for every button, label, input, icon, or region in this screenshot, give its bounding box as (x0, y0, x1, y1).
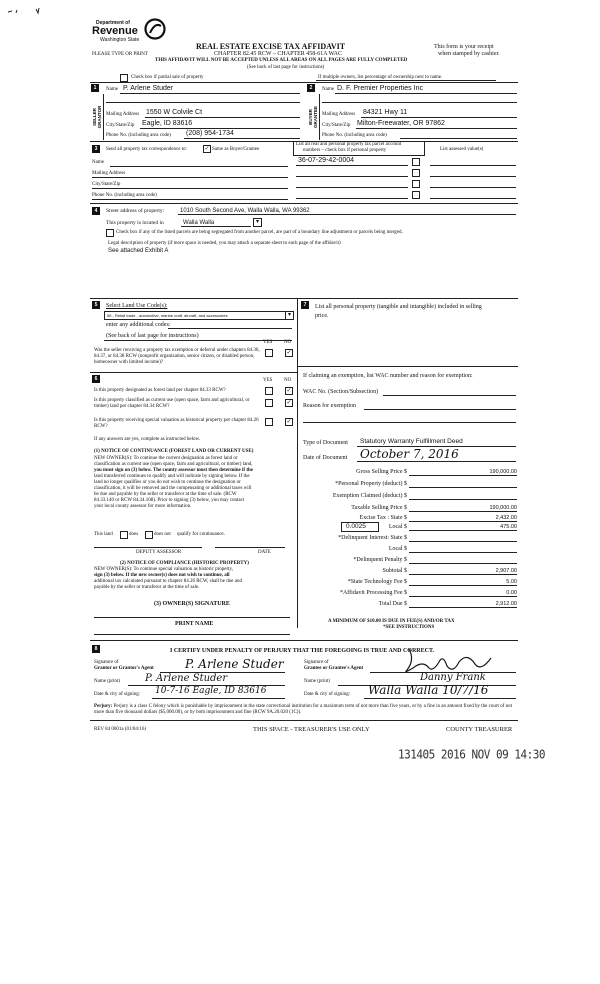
parcel-2-checkbox[interactable] (412, 169, 420, 177)
taxable-label: Taxable Selling Price $ (351, 505, 407, 511)
date-doc-value[interactable]: October 7, 2016 (360, 447, 459, 461)
sec3-name-label: Name (92, 160, 104, 165)
sec3-phone-label: Phone No. (including area code) (92, 193, 157, 198)
legal-value[interactable]: See attached Exhibit A (108, 248, 169, 254)
owner-signature-label: (3) OWNER(S) SIGNATURE (154, 601, 230, 607)
seller-name-value[interactable]: P. Arlene Studer (123, 85, 174, 92)
additional-codes-label: enter any additional codes: (106, 322, 171, 328)
type-doc-label: Type of Document (303, 440, 348, 446)
print-name-label: PRINT NAME (175, 621, 214, 627)
sec6-q3-yes[interactable] (265, 418, 273, 426)
chevron-down-icon: ▾ (285, 312, 293, 319)
sec5-question: Was the seller receiving a property tax exemption or deferral under chapters 84.36, 84.37, or 84.38 RCW (nonprofit organization, senior citizen, or disabled person, homeowner with limited income)? (94, 348, 260, 365)
buyer-mailing-label: Mailing Address (322, 112, 356, 117)
receipt-line1: This form is your receipt (434, 44, 494, 50)
segregated-label: Check box if any of the listed parcels are being segregated from another parcel, are part of a boundary line adjustment or parcels being merged. (116, 230, 403, 235)
form-see-back: (See back of last page for instructions) (247, 65, 325, 70)
receipt-line2: when stamped by cashier. (438, 51, 500, 57)
tech-fee-value[interactable]: 5.00 (506, 579, 517, 585)
located-label: This property is located in (106, 220, 164, 226)
delinquent-penalty-label: *Delinquent Penalty $ (353, 557, 407, 563)
grantor-sig-label-a: Signature of (94, 660, 119, 665)
taxable-value[interactable]: 190,000.00 (489, 505, 517, 511)
delinquent-interest-label: *Delinquent Interest: State $ (338, 535, 407, 541)
buyer-vertical-label: BUYER GRANTEE (307, 94, 320, 140)
sec5-yes-checkbox[interactable] (265, 349, 273, 357)
buyer-city-value[interactable]: Milton-Freewater, OR 97862 (357, 120, 445, 127)
local-value[interactable]: 475.00 (500, 524, 517, 530)
gross-label: Gross Selling Price $ (356, 469, 407, 475)
sec3-mailing-label: Mailing Address (92, 171, 126, 176)
logo-revenue: Revenue (92, 25, 138, 37)
subtotal-label: Subtotal $ (382, 568, 407, 574)
certify-statement: I CERTIFY UNDER PENALTY OF PERJURY THAT THE FOREGOING IS TRUE AND CORRECT. (170, 648, 435, 654)
wac-label: WAC No. (Section/Subsection) (303, 389, 379, 395)
seller-city-value[interactable]: Eagle, ID 83616 (142, 120, 193, 127)
notice2-title: (2) NOTICE OF COMPLIANCE (HISTORIC PROPERTY) (120, 561, 249, 566)
section-7-badge: 7 (301, 301, 309, 309)
section-1-badge: 1 (91, 84, 99, 92)
grantor-name-label: Name (print) (94, 679, 120, 684)
grantor-date-label: Date & city of signing: (94, 692, 141, 697)
see-instructions: *SEE INSTRUCTIONS (383, 625, 435, 630)
seller-mailing-label: Mailing Address (106, 112, 140, 117)
sec6-q3: Is this property receiving special valuation as historical property per chapter 84.26 RCW? (94, 418, 259, 429)
parcel-header-1: List all real and personal property tax parcel account (296, 142, 402, 147)
affidavit-fee-value[interactable]: 0.00 (506, 590, 517, 596)
same-as-buyer-label: Same as Buyer/Grantee (212, 147, 260, 152)
street-label: Street address of property: (106, 208, 165, 214)
located-dropdown[interactable] (253, 218, 262, 227)
legal-label: Legal description of property (if more space is needed, you may attach a separate sheet to each page of the affidavit) (108, 241, 341, 246)
buyer-phone-label: Phone No. (including area code) (322, 133, 387, 138)
sec6-q2: Is this property classified as current use (open space, farm and agricultural, or timber) land per chapter 84.34 RCW? (94, 398, 250, 409)
grantor-signature[interactable]: P. Arlene Studer (185, 657, 284, 671)
sec7-label-2: price. (315, 313, 329, 319)
treasurer-stamp: 131405 2016 NOV 09 14:30 (398, 747, 545, 762)
parcel-3-checkbox[interactable] (412, 180, 420, 188)
grantee-sig-label-a: Signature of (304, 660, 329, 665)
sec3-label: Send all property tax correspondence to: (106, 147, 187, 152)
sec7-label-1: List all personal property (tangible and intangible) included in selling (315, 304, 482, 310)
form-warning: THIS AFFIDAVIT WILL NOT BE ACCEPTED UNLESS ALL AREAS ON ALL PAGES ARE FULLY COMPLETED (155, 58, 408, 63)
sec5-see-back: (See back of last page for instructions) (106, 333, 199, 339)
qualify-label: qualify for continuance. (177, 532, 225, 537)
does-not-label: does not (154, 532, 171, 537)
grantee-date-city[interactable]: Walla Walla 10/7/16 (368, 683, 489, 697)
located-value[interactable]: Walla Walla (183, 220, 215, 226)
does-label: does (129, 532, 139, 537)
chevron-down-icon: ▾ (255, 219, 259, 225)
sec6-q2-no[interactable]: ✓ (286, 399, 292, 406)
assessed-header: List assessed value(s) (440, 147, 484, 152)
buyer-name-label: Name (322, 87, 334, 92)
please-type: PLEASE TYPE OR PRINT (92, 52, 148, 57)
grantee-date-label: Date & city of signing: (304, 692, 351, 697)
notice1-title: (1) NOTICE OF CONTINUANCE (FOREST LAND OR CURRENT USE) (94, 449, 254, 454)
form-title: REAL ESTATE EXCISE TAX AFFIDAVIT (196, 42, 346, 51)
personal-label: *Personal Property (deduct) $ (335, 481, 407, 487)
rev-number: REV 84 0001a (01/04/16) (94, 727, 146, 732)
multiple-owners-note: If multiple owners, list percentage of ownership next to name. (318, 75, 443, 80)
partial-sale-checkbox[interactable] (120, 74, 128, 82)
sec6-q1: Is this property designated as forest land per chapter 84.33 RCW? (94, 388, 226, 393)
land-use-select[interactable]: 56 - Retail trade - automotive, marine craft, aircraft, and accessories ▾ (104, 311, 294, 320)
total-due-label: Total Due $ (378, 601, 407, 607)
county-treasurer: COUNTY TREASURER (446, 726, 513, 733)
date-doc-label: Date of Document (303, 455, 348, 461)
type-doc-value[interactable]: Statutory Warranty Fulfillment Deed (360, 438, 463, 445)
buyer-name-value[interactable]: D. F. Premier Properties Inc (337, 85, 423, 92)
section-5-badge: 5 (92, 301, 100, 309)
sec6-q1-yes[interactable] (265, 387, 273, 395)
buyer-city-label: City/State/Zip (322, 123, 351, 128)
parcel-1-value[interactable]: 36-07-29-42-0004 (298, 157, 355, 164)
sec3-city-label: City/State/Zip (92, 182, 121, 187)
subtotal-value[interactable]: 2,907.00 (495, 568, 517, 574)
parcel-4-checkbox[interactable] (412, 191, 420, 199)
notice2-body: NEW OWNER(S): To continue special valuation as historic property, sign (3) below. If the new owner(s) does not wish to continue, all additional tax calculated pursuant to chapter 84.26 RCW, shall be due and payable by the seller or transferor at the time of sale. (94, 567, 242, 590)
grantor-sig-label-b: Grantor or Grantor's Agent (94, 666, 154, 671)
local-label: Local $ (388, 524, 407, 530)
affidavit-fee-label: *Affidavit Processing Fee $ (339, 590, 407, 596)
logo-state: Washington State (100, 37, 140, 43)
section-8-badge: 8 (92, 645, 100, 653)
seller-city-label: City/State/Zip (106, 123, 135, 128)
deputy-assessor-label: DEPUTY ASSESSOR (136, 550, 182, 555)
seller-name-label: Name (106, 87, 118, 92)
sec5-yes: YES (263, 340, 273, 345)
section-6-badge: 6 (92, 375, 100, 383)
grantee-name-print[interactable]: Danny Frank (420, 672, 486, 683)
does-checkbox[interactable] (120, 531, 128, 539)
exemption-intro: If claiming an exemption, list WAC number and reason for exemption: (303, 373, 473, 379)
excise-state-label: Excise Tax : State $ (359, 515, 407, 521)
excise-state-value[interactable]: 2,432.00 (495, 515, 517, 521)
grantee-name-label: Name (print) (304, 679, 330, 684)
logo-dept: Department of (96, 20, 130, 26)
delinquent-local-label: Local $ (388, 546, 407, 552)
grantee-sig-label-c: Grantee or Grantee's Agent (304, 666, 364, 671)
grantor-name-print[interactable]: P. Arlene Studer (145, 673, 228, 684)
notice1-body: NEW OWNER(S): To continue the current designation as forest land or classification as current use (open space, farm and agricultural, or timber) land, you must sign on (3) below. The county assessor must then determine if the land transferred continues to qualify and will indicate by signing below. If the land no longer qualifies or you do not wish to continue the designation or classification, it will be removed and the compensating or additional taxes will be due and payable by the seller or transferor at the time of sale. (RCW 84.33.140 or RCW 84.34.108). Prior to signing (3) below, you may contact your local county assessor for more information. (94, 456, 253, 509)
seller-mailing-value[interactable]: 1550 W Colvile Ct (146, 109, 203, 116)
reason-label: Reason for exemption (303, 403, 356, 409)
land-use-title: Select Land Use Code(s): (106, 303, 168, 309)
partial-sale-label: Check box if partial sale of property (131, 75, 204, 80)
seller-phone-label: Phone No. (including area code) (106, 133, 171, 138)
same-as-buyer-checkbox[interactable]: ✓ (204, 145, 210, 152)
sec6-q3-no[interactable]: ✓ (286, 418, 292, 425)
perjury-notice: Perjury: Perjury is a class C felony which is punishable by imprisonment in the state correctional institution for a maximum term of not more than five years, or by a fine in an amount fixed by the court of not more than five thousand dollars ($5,000.00), or by both imprisonment and fine (RCW 9A.20.020 (1C)). (94, 704, 512, 715)
gross-value[interactable]: 190,000.00 (489, 469, 517, 475)
section-3-badge: 3 (92, 145, 100, 153)
segregated-checkbox[interactable] (106, 229, 114, 237)
does-not-checkbox[interactable] (145, 531, 153, 539)
sec6-yes: YES (263, 378, 273, 383)
exemption-claimed-label: Exemption Claimed (deduct) $ (332, 493, 407, 499)
buyer-mailing-value[interactable]: 84321 Hwy 11 (363, 109, 408, 116)
sec5-no-checkbox[interactable]: ✓ (286, 349, 292, 356)
form-chapter: CHAPTER 82.45 RCW – CHAPTER 458-61A WAC (214, 51, 342, 57)
parcel-1-checkbox[interactable] (412, 158, 420, 166)
section-4-badge: 4 (92, 207, 100, 215)
tech-fee-label: *State Technology Fee $ (347, 579, 407, 585)
sec6-q2-yes[interactable] (265, 399, 273, 407)
scan-mark (6, 2, 24, 5)
revenue-logo-icon (144, 18, 166, 40)
seller-phone-value[interactable]: (208) 954-1734 (186, 130, 234, 137)
sec6-note: If any answers are yes, complete as instructed below. (94, 437, 201, 442)
parcel-header-2: numbers – check box if personal property (303, 148, 387, 153)
local-rate-box[interactable]: 0.0025 (341, 522, 379, 532)
total-due-value[interactable]: 2,912.00 (495, 601, 517, 607)
treasurer-space: THIS SPACE - TREASURER'S USE ONLY (253, 726, 370, 733)
sec6-no: NO (284, 378, 292, 383)
sec6-q1-no[interactable]: ✓ (286, 387, 292, 394)
dor-logo (92, 18, 172, 48)
street-value[interactable]: 1010 South Second Ave, Walla Walla, WA 99362 (180, 208, 310, 214)
sec5-no: NO (284, 340, 292, 345)
minimum-note: A MINIMUM OF $10.00 IS DUE IN FEE(S) AND/OR TAX (328, 619, 455, 624)
seller-vertical-label: SELLER GRANTOR (91, 94, 104, 140)
grantor-date-city[interactable]: 10-7-16 Eagle, ID 83616 (155, 686, 267, 696)
this-land-label: This land (94, 532, 113, 537)
section-2-badge: 2 (307, 84, 315, 92)
date-label: DATE (258, 550, 271, 555)
